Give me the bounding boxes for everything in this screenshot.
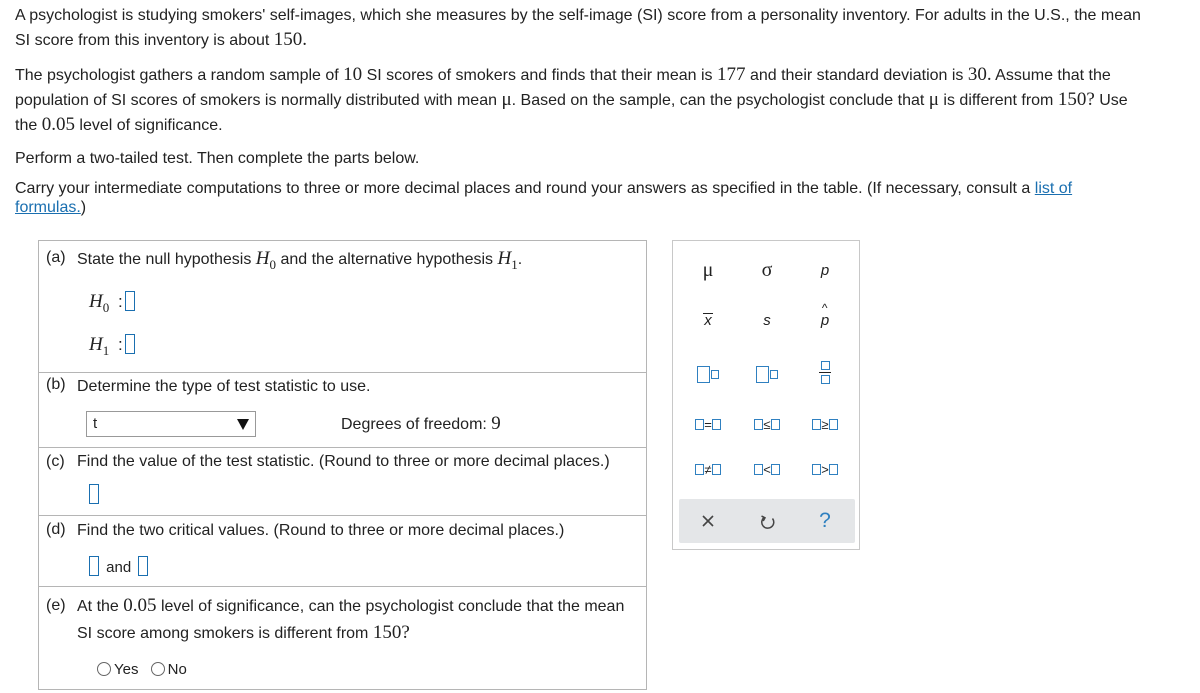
problem-text: Carry your intermediate computations to three or more decimal places and round your answers as specified in the table. (If necessary, consult a bbox=[15, 180, 1035, 197]
h1-symbol: H bbox=[89, 334, 103, 355]
problem-paragraph-2 bbox=[15, 63, 1185, 138]
p-symbol: p bbox=[820, 261, 830, 279]
problem-text: Use bbox=[1094, 92, 1128, 109]
not-equal-button[interactable] bbox=[683, 454, 733, 484]
no-label: No bbox=[167, 661, 187, 678]
right-box-icon bbox=[829, 464, 838, 475]
problem-text: is different from bbox=[938, 92, 1058, 109]
greater-than-symbol: > bbox=[821, 461, 829, 477]
less-equal-button[interactable] bbox=[742, 409, 792, 439]
problem-text: A psychologist is studying smokers' self-images, which she measures by the self-image (SI) score from a personality inventory. For adults in the U.S., the mean bbox=[15, 7, 1141, 24]
p-button[interactable] bbox=[800, 255, 850, 285]
superscript-box-icon bbox=[711, 370, 719, 379]
greater-equal-symbol: ≥ bbox=[821, 416, 829, 432]
formulas-link[interactable]: list of bbox=[1034, 180, 1073, 197]
problem-text: level of significance. bbox=[74, 117, 223, 134]
part-e bbox=[39, 587, 646, 689]
part-a-question bbox=[77, 245, 522, 279]
problem-text: . Based on the sample, can the psychologist conclude that bbox=[511, 92, 929, 109]
question-text: State the null hypothesis bbox=[77, 251, 256, 268]
undo-icon bbox=[759, 513, 776, 530]
part-c-question: Find the value of the test statistic. (Round to three or more decimal places.) bbox=[77, 453, 610, 470]
right-box-icon bbox=[771, 464, 780, 475]
part-d-label: (d) bbox=[46, 521, 66, 538]
fraction-button[interactable] bbox=[800, 357, 850, 387]
degrees-of-freedom bbox=[341, 413, 501, 435]
population-mean-value: 150. bbox=[273, 29, 308, 50]
left-box-icon bbox=[812, 419, 821, 430]
right-box-icon bbox=[712, 464, 721, 475]
part-b-label: (b) bbox=[46, 376, 66, 393]
close-icon bbox=[701, 514, 715, 528]
base-box-icon bbox=[756, 366, 769, 383]
test-statistic-select[interactable] bbox=[86, 411, 256, 437]
h1-symbol: H bbox=[497, 248, 512, 269]
superscript-button[interactable] bbox=[683, 359, 733, 389]
part-a-label: (a) bbox=[46, 249, 66, 266]
subscript-button[interactable] bbox=[742, 359, 792, 389]
right-box-icon bbox=[829, 419, 838, 430]
sigma-button[interactable] bbox=[742, 255, 792, 285]
left-box-icon bbox=[754, 419, 763, 430]
problem-text: and their standard deviation is bbox=[745, 67, 968, 84]
colon: : bbox=[117, 292, 123, 311]
p-hat-letter: p bbox=[820, 311, 830, 329]
subscript-box-icon bbox=[770, 370, 778, 379]
right-box-icon bbox=[771, 419, 780, 430]
conclusion-options bbox=[97, 661, 187, 678]
h1-subscript: 1 bbox=[511, 257, 518, 272]
mu-symbol: μ bbox=[928, 89, 939, 110]
part-c-label: (c) bbox=[46, 453, 65, 470]
sigma-symbol: σ bbox=[761, 258, 773, 281]
less-equal-symbol: ≤ bbox=[763, 416, 771, 432]
hypothesized-mean-value: 150? bbox=[1057, 89, 1095, 110]
problem-text: the bbox=[15, 117, 42, 134]
formulas-link[interactable]: formulas. bbox=[15, 199, 81, 216]
and-label: and bbox=[106, 559, 132, 576]
problem-paragraph-3: Perform a two-tailed test. Then complete the parts below. bbox=[15, 150, 420, 167]
problem-text: SI scores of smokers and finds that their mean is bbox=[362, 67, 717, 84]
test-statistic-input[interactable] bbox=[89, 484, 99, 504]
problem-text: SI score from this inventory is about bbox=[15, 32, 274, 49]
df-label: Degrees of freedom: bbox=[341, 416, 492, 433]
problem-text: ) bbox=[80, 199, 87, 216]
mu-symbol: μ bbox=[501, 89, 512, 110]
help-button[interactable] bbox=[800, 506, 850, 536]
problem-paragraph-4 bbox=[15, 179, 1185, 217]
sample-sd-value: 30. bbox=[967, 64, 992, 85]
sample-size-value: 10 bbox=[343, 64, 363, 85]
denominator-box-icon bbox=[821, 375, 830, 384]
question-text: level of significance, can the psychologist conclude that the mean bbox=[156, 598, 625, 615]
colon: : bbox=[117, 335, 123, 354]
question-text: SI score among smokers is different from bbox=[77, 625, 373, 642]
h0-symbol: H bbox=[255, 248, 270, 269]
hat-mark: ^ bbox=[821, 300, 828, 315]
right-box-icon bbox=[712, 419, 721, 430]
h0-subscript: 0 bbox=[102, 300, 110, 315]
question-text: and the alternative hypothesis bbox=[276, 251, 498, 268]
part-c bbox=[39, 448, 646, 516]
dropdown-triangle-icon bbox=[237, 419, 249, 430]
null-hypothesis-input[interactable] bbox=[125, 291, 135, 311]
alternative-hypothesis-row bbox=[89, 334, 135, 359]
problem-text: The psychologist gathers a random sample of bbox=[15, 67, 344, 84]
s-symbol: s bbox=[763, 311, 771, 329]
symbol-palette bbox=[672, 240, 860, 550]
critical-values-row bbox=[89, 556, 148, 576]
equals-symbol: = bbox=[704, 416, 712, 432]
alternative-hypothesis-input[interactable] bbox=[125, 334, 135, 354]
critical-value-upper-input[interactable] bbox=[138, 556, 148, 576]
problem-paragraph-1 bbox=[15, 4, 1185, 53]
left-box-icon bbox=[754, 464, 763, 475]
p-hat-button[interactable] bbox=[800, 300, 850, 335]
not-equal-symbol: ≠ bbox=[704, 461, 712, 477]
numerator-box-icon bbox=[821, 361, 830, 370]
base-box-icon bbox=[697, 366, 710, 383]
part-b bbox=[39, 373, 646, 448]
s-button[interactable] bbox=[742, 305, 792, 335]
h1-subscript: 1 bbox=[102, 343, 110, 358]
sample-mean-value: 177 bbox=[717, 64, 746, 85]
h0-subscript: 0 bbox=[269, 257, 277, 272]
null-hypothesis-row bbox=[89, 291, 135, 316]
problem-text: population of SI scores of smokers is normally distributed with mean bbox=[15, 92, 502, 109]
less-than-button[interactable] bbox=[742, 454, 792, 484]
part-d bbox=[39, 516, 646, 587]
critical-value-lower-input[interactable] bbox=[89, 556, 99, 576]
p-hat-symbol bbox=[820, 300, 830, 329]
clear-button[interactable] bbox=[683, 506, 733, 536]
greater-equal-button[interactable] bbox=[800, 409, 850, 439]
problem-text: Assume that the bbox=[991, 67, 1111, 84]
x-bar-button[interactable] bbox=[683, 305, 733, 335]
part-b-question: Determine the type of test statistic to use. bbox=[77, 378, 371, 395]
significance-level-value: 0.05 bbox=[41, 114, 75, 135]
part-e-label: (e) bbox=[46, 597, 66, 614]
left-box-icon bbox=[812, 464, 821, 475]
h0-symbol: H bbox=[89, 291, 103, 312]
question-table bbox=[38, 240, 647, 690]
question-text: . bbox=[517, 251, 523, 268]
fraction-bar-icon bbox=[819, 372, 831, 373]
greater-than-button[interactable] bbox=[800, 454, 850, 484]
equals-button[interactable] bbox=[683, 409, 733, 439]
mu-button[interactable] bbox=[683, 255, 733, 285]
mu-symbol: μ bbox=[702, 258, 714, 281]
left-box-icon bbox=[695, 464, 704, 475]
df-value: 9 bbox=[491, 413, 501, 434]
question-text: At the bbox=[77, 598, 124, 615]
part-a bbox=[39, 241, 646, 373]
x-bar-symbol: x bbox=[704, 312, 712, 329]
part-e-question bbox=[77, 593, 624, 647]
yes-label: Yes bbox=[114, 661, 139, 678]
hypothesized-mean-value: 150? bbox=[372, 622, 410, 643]
palette-footer bbox=[679, 499, 855, 543]
test-statistic-selected-value: t bbox=[93, 415, 98, 432]
no-radio[interactable] bbox=[151, 662, 165, 676]
part-d-question: Find the two critical values. (Round to three or more decimal places.) bbox=[77, 522, 565, 539]
help-icon: ? bbox=[819, 509, 831, 532]
significance-level-value: 0.05 bbox=[123, 595, 157, 616]
less-than-symbol: < bbox=[763, 461, 771, 477]
left-box-icon bbox=[695, 419, 704, 430]
yes-radio[interactable] bbox=[97, 662, 111, 676]
undo-button[interactable] bbox=[742, 506, 792, 536]
